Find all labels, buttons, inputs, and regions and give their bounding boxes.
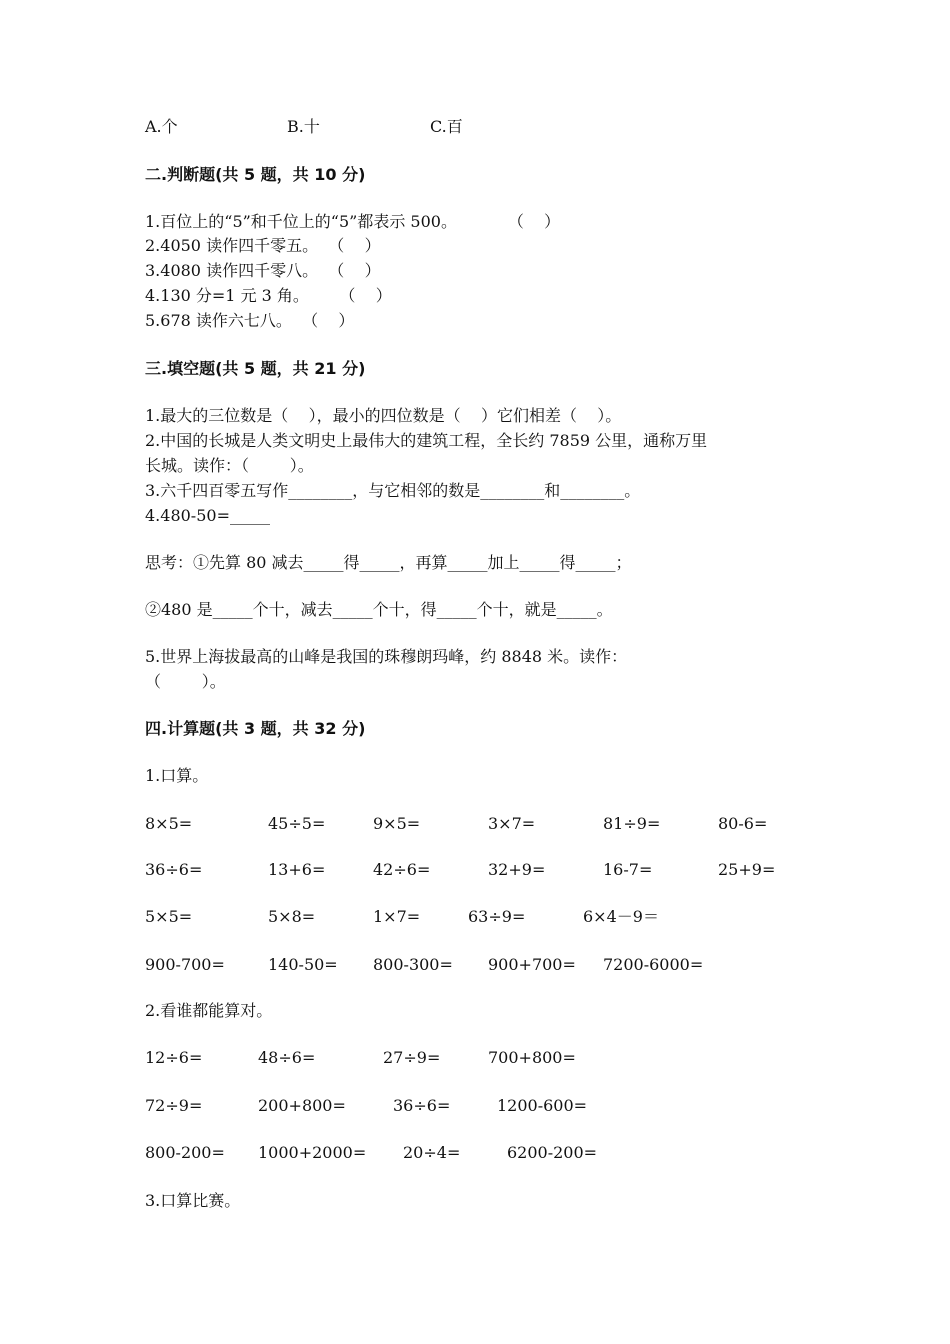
judge-item-5: 5.678 读作六七八。 （ ） [145,311,355,330]
calc-expression: 27÷9= [383,1048,441,1067]
calc-expression: 800-200= [145,1143,225,1162]
fill-q3: 3.六千四百零五写作________，与它相邻的数是________和________。 [145,481,641,500]
calc-expression: 13+6= [268,860,326,879]
calc-expression: 6×4－9＝ [583,907,659,926]
calc-expression: 25+9= [718,860,776,879]
calc-expression: 45÷5= [268,814,326,833]
choice-a: A.个 [145,117,178,136]
calc-expression: 5×8= [268,907,316,926]
fill-think-1: 思考：①先算 80 减去_____得_____，再算_____加上_____得_____； [145,553,632,572]
fill-q4: 4.480-50=_____ [145,506,270,525]
calc-expression: 32+9= [488,860,546,879]
fill-q2-line2: 长城。读作：（ ）。 [145,456,314,475]
calc-expression: 800-300= [373,955,453,974]
calc-expression: 140-50= [268,955,338,974]
choice-c: C.百 [430,117,463,136]
calc-expression: 900-700= [145,955,225,974]
judge-item-3: 3.4080 读作四千零八。 （ ） [145,261,381,280]
calc-expression: 7200-6000= [603,955,704,974]
calc-expression: 1000+2000= [258,1143,367,1162]
calc-expression: 80-6= [718,814,768,833]
calc-expression: 200+800= [258,1096,346,1115]
calc-expression: 42÷6= [373,860,431,879]
fill-think-2: ②480 是_____个十，减去_____个十，得_____个十，就是_____。 [145,600,613,619]
calc-expression: 12÷6= [145,1048,203,1067]
calc-expression: 3×7= [488,814,536,833]
calc-expression: 36÷6= [145,860,203,879]
calc-q2-label: 2.看谁都能算对。 [145,1001,273,1020]
calc-expression: 63÷9= [468,907,526,926]
section2-heading: 二.判断题(共 5 题，共 10 分) [145,165,366,184]
calc-expression: 9×5= [373,814,421,833]
judge-item-2: 2.4050 读作四千零五。 （ ） [145,236,381,255]
calc-expression: 1×7= [373,907,421,926]
calc-expression: 700+800= [488,1048,576,1067]
choice-b: B.十 [287,117,320,136]
calc-expression: 72÷9= [145,1096,203,1115]
section4-heading: 四.计算题(共 3 题，共 32 分) [145,719,366,738]
calc-expression: 6200-200= [507,1143,598,1162]
fill-q2-line1: 2.中国的长城是人类文明史上最伟大的建筑工程，全长约 7859 公里，通称万里 [145,431,708,450]
fill-q5-line2: （ ）。 [145,672,226,691]
fill-q1: 1.最大的三位数是（ ），最小的四位数是（ ）它们相差（ ）。 [145,406,622,425]
fill-q5-line1: 5.世界上海拔最高的山峰是我国的珠穆朗玛峰，约 8848 米。读作： [145,647,628,666]
calc-expression: 36÷6= [393,1096,451,1115]
calc-expression: 900+700= [488,955,576,974]
section3-heading: 三.填空题(共 5 题，共 21 分) [145,359,366,378]
calc-expression: 20÷4= [403,1143,461,1162]
calc-expression: 48÷6= [258,1048,316,1067]
calc-q3-label: 3.口算比赛。 [145,1191,241,1210]
calc-q1-label: 1.口算。 [145,766,209,785]
judge-item-4: 4.130 分=1 元 3 角。 （ ） [145,286,392,305]
calc-expression: 81÷9= [603,814,661,833]
calc-expression: 16-7= [603,860,653,879]
calc-expression: 8×5= [145,814,193,833]
calc-expression: 1200-600= [497,1096,588,1115]
calc-expression: 5×5= [145,907,193,926]
judge-item-1: 1.百位上的“5”和千位上的“5”都表示 500。 （ ） [145,212,561,231]
